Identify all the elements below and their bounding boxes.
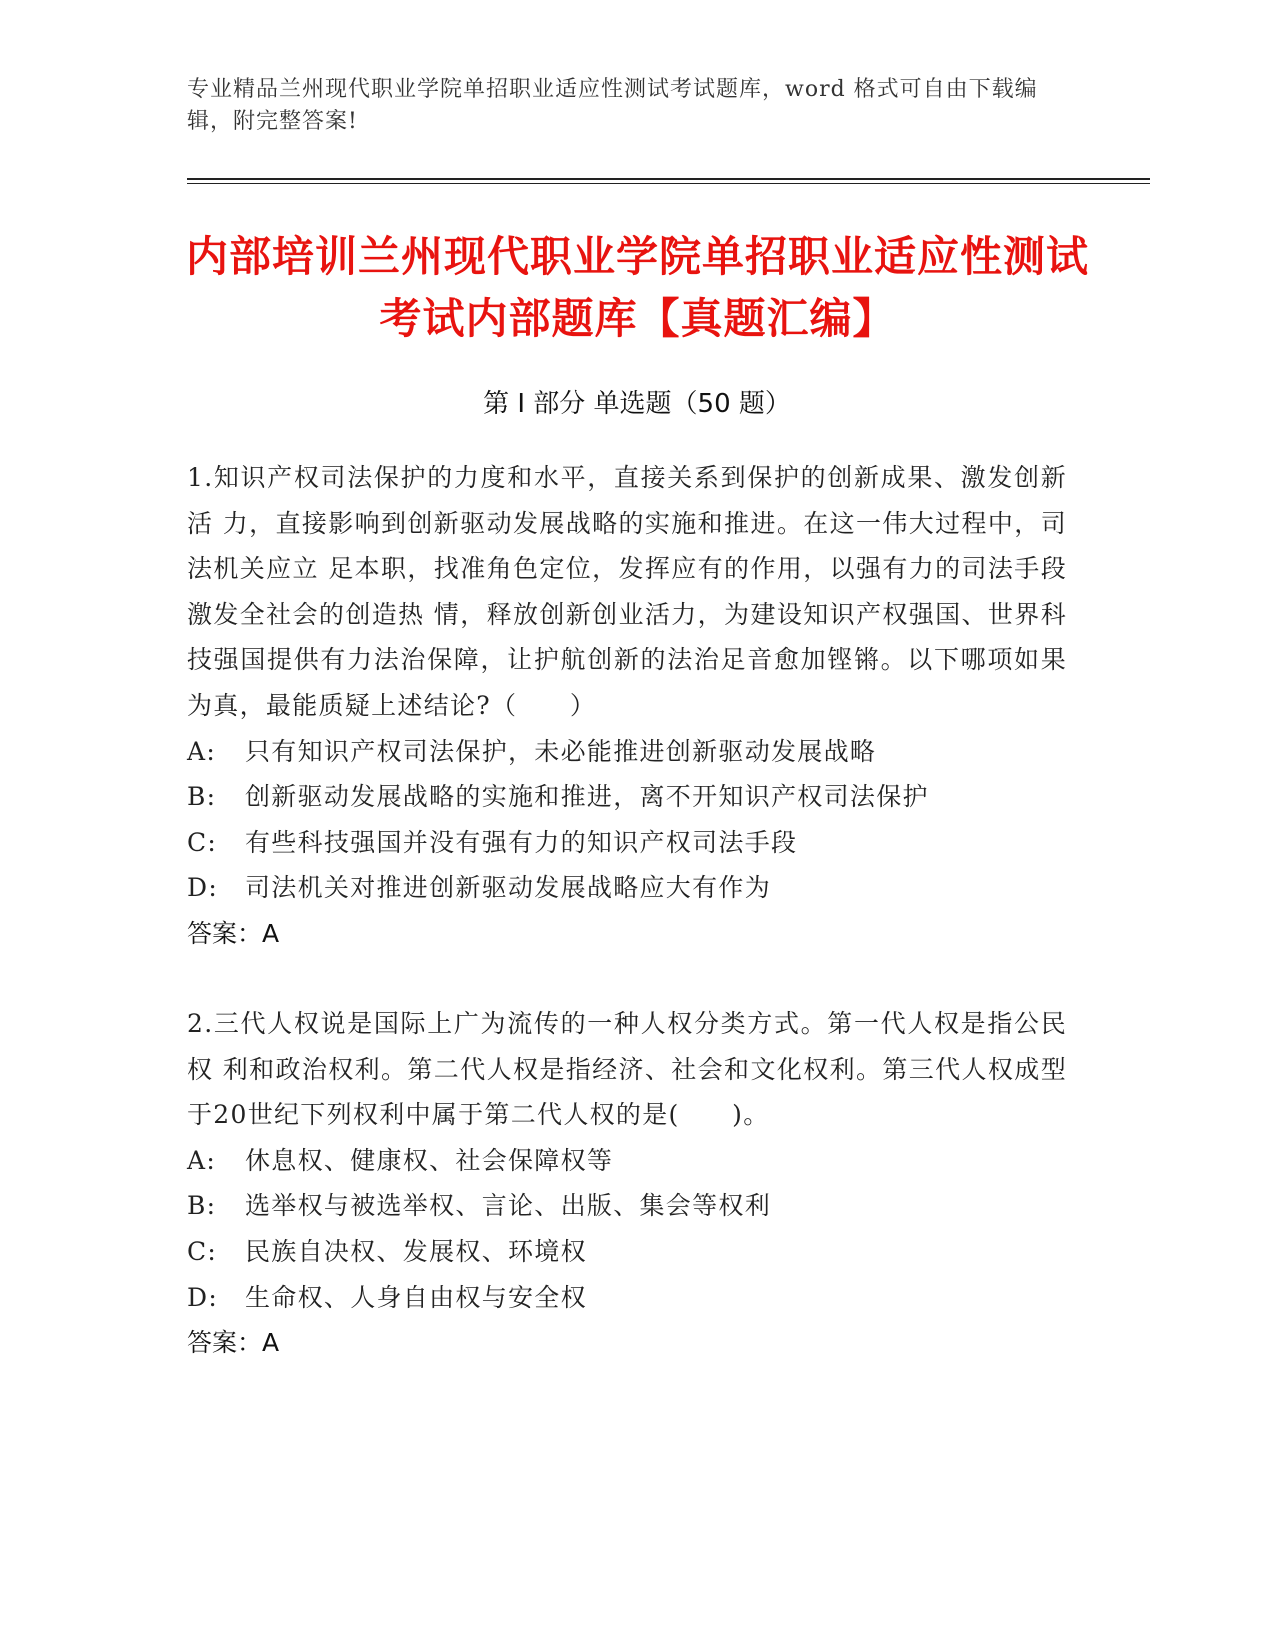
header-divider-thin [187,183,1150,184]
option-text: 选举权与被选举权、言论、出版、集会等权利 [245,1191,772,1221]
option-text: 生命权、人身自由权与安全权 [245,1282,587,1312]
option-key: A: [187,1145,217,1175]
option-a [187,1138,1067,1184]
option-key: D: [187,1282,219,1312]
option-c [187,820,1067,866]
option-a [187,729,1067,775]
option-d [187,865,1067,911]
option-text: 有些科技强国并没有强有力的知识产权司法手段 [245,827,798,857]
header-divider-thick [187,178,1150,180]
option-b [187,1183,1067,1229]
header-note: 专业精品兰州现代职业学院单招职业适应性测试考试题库，word 格式可自由下载编辑，附完整答案! [187,77,1038,134]
question-stem: 2.三代人权说是国际上广为流传的一种人权分类方式。第一代人权是指公民权 利和政治权利。第二代人权是指经济、社会和文化权利。第三代人权成型于20世纪下列权利中属于第二代人权的是( )。 [187,1009,1067,1130]
section-heading: 第 I 部分 单选题（50 题） [483,389,791,419]
option-key: D: [187,873,219,903]
option-text: 休息权、健康权、社会保障权等 [245,1145,614,1175]
option-text: 民族自决权、发展权、环境权 [245,1236,587,1266]
answer: 答案：A [187,1328,280,1358]
option-text: 司法机关对推进创新驱动发展战略应大有作为 [245,873,772,903]
option-key: A: [187,736,217,766]
option-key: B: [187,782,217,812]
question-1 [187,455,1067,957]
question-2 [187,1001,1067,1366]
option-key: C: [187,827,218,857]
answer: 答案：A [187,918,280,948]
option-b [187,774,1067,820]
option-text: 只有知识产权司法保护，未必能推进创新驱动发展战略 [245,736,877,766]
option-c [187,1229,1067,1275]
document-title: 内部培训兰州现代职业学院单招职业适应性测试考试内部题库【真题汇编】 [185,232,1089,343]
option-d [187,1275,1067,1321]
option-text: 创新驱动发展战略的实施和推进，离不开知识产权司法保护 [245,782,929,812]
option-key: C: [187,1236,218,1266]
option-key: B: [187,1191,217,1221]
question-stem: 1.知识产权司法保护的力度和水平，直接关系到保护的创新成果、激发创新活 力，直接影响到创新驱动发展战略的实施和推进。在这一伟大过程中，司法机关应立 足本职，找准角色定位，发挥应有的作用，以强有力的司法手段激发全社会的创造热 情，释放创新创业活力，为建设知识产权强国、世界科技强国提供有力法治保障，让护航创新的法治足音愈加铿锵。以下哪项如果为真，最能质疑上述结论?（ ） [187,463,1067,720]
